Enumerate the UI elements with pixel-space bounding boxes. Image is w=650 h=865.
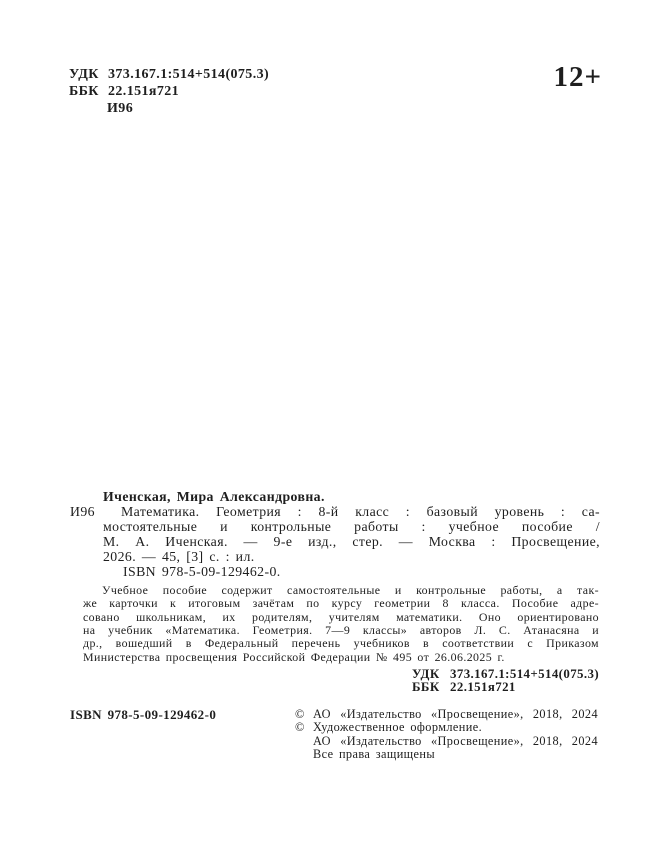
age-rating-badge: 12+: [553, 61, 602, 93]
bottom-codes-block: [412, 668, 599, 694]
annotation-line: Учебное пособие содержит самостоятельные и контрольные работы, а так-: [102, 583, 599, 597]
copyright-text: АО «Издательство «Просвещение», 2018, 2024: [313, 733, 598, 748]
udk-label: УДК: [412, 667, 440, 681]
bbk-value: 22.151я721: [108, 84, 180, 99]
udk-value: 373.167.1:514+514(075.3): [450, 667, 600, 681]
card-author-code: И96: [70, 504, 95, 519]
card-line: Математика. Геометрия : 8-й класс : базовый уровень : са-: [121, 503, 600, 519]
udk-line: [69, 66, 269, 83]
bbk-line: [69, 83, 269, 100]
annotation-line: Министерства просвещения Российской Федерации № 495 от 26.06.2025 г.: [83, 649, 505, 664]
card-isbn-line: ISBN 978-5-09-129462-0.: [123, 563, 281, 579]
top-codes-block: [69, 66, 269, 117]
copyright-line: [295, 748, 598, 761]
card-line: мостоятельные и контрольные работы : учебное пособие /: [103, 518, 600, 534]
card-author-line: Иченская, Мира Александровна.: [103, 489, 325, 504]
udk-label: УДК: [69, 67, 99, 82]
annotation: [83, 584, 599, 664]
card-line: 2026. — 45, [3] с. : ил.: [103, 548, 255, 564]
bbk-value: 22.151я721: [450, 680, 516, 695]
annotation-line: совано школьникам, их родителям, учителям математики. Оно ориентировано: [83, 609, 599, 624]
author-code: И96: [107, 101, 134, 116]
bbk-label: ББК: [69, 84, 99, 99]
udk-value: 373.167.1:514+514(075.3): [108, 67, 270, 82]
annotation-line: же карточки к итоговым зачётам по курсу геометрии 8 класса. Пособие адре-: [83, 596, 599, 611]
copyright-text: Художественное оформление.: [313, 720, 483, 735]
copyright-text: Все права защищены: [313, 747, 436, 762]
bbk-label: ББК: [412, 680, 440, 695]
copyright-text: АО «Издательство «Просвещение», 2018, 2024: [313, 707, 598, 721]
annotation-line: на учебник «Математика. Геометрия. 7—9 классы» авторов Л. С. Атанасяна и: [83, 623, 599, 638]
annotation-line: др., вошедший в Федеральный перечень учебников в соответствии с Приказом: [83, 636, 599, 651]
catalog-card: [70, 489, 600, 580]
footer-isbn: ISBN 978-5-09-129462-0: [70, 707, 217, 722]
copyright-mark: ©: [295, 720, 305, 735]
copyright-mark: ©: [295, 707, 305, 721]
copyright-line: [295, 721, 598, 734]
copyright-block: [295, 708, 598, 762]
bbk-line-bottom: [412, 681, 599, 694]
copyright-line: [295, 708, 598, 721]
card-line: М. А. Иченская. — 9-е изд., стер. — Москва : Просвещение,: [103, 533, 600, 549]
copyright-line: [295, 735, 598, 748]
